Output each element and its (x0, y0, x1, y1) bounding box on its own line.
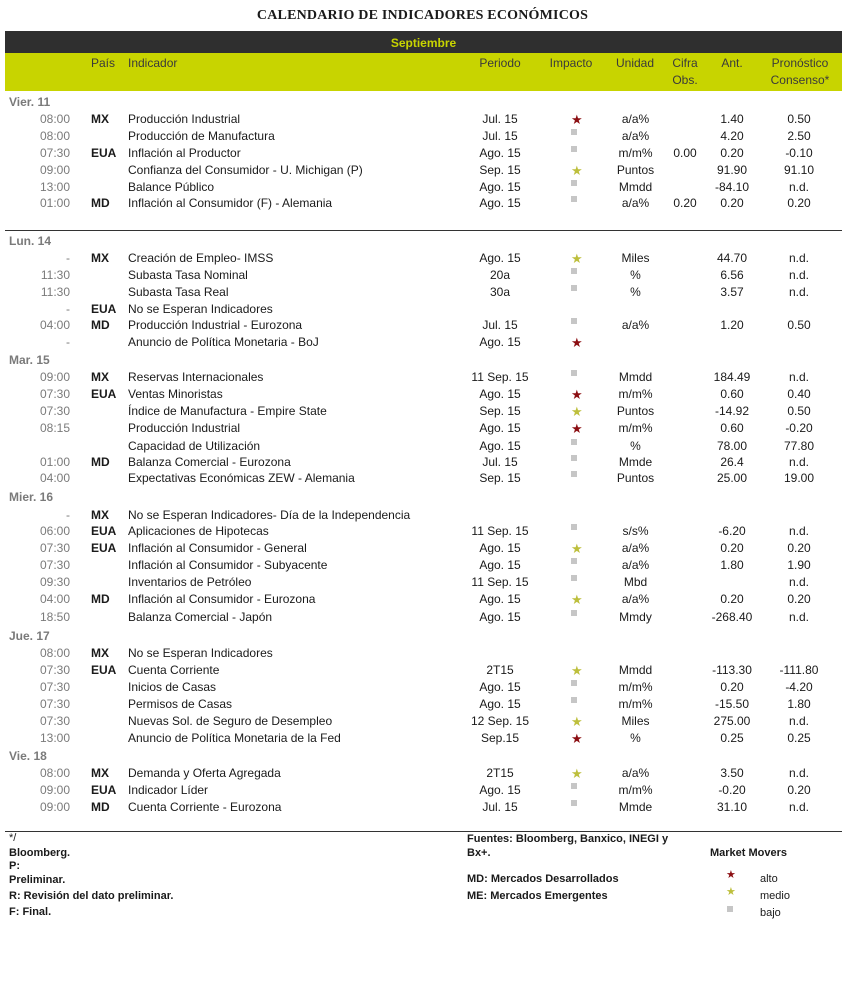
row-unit: Mmdd (618, 180, 653, 194)
day-label: Mier. 16 (9, 490, 54, 504)
row-period: Jul. 15 (482, 455, 518, 469)
row-ant: 0.60 (720, 387, 744, 401)
row-time: - (66, 302, 70, 316)
row-ant: -14.92 (714, 404, 750, 418)
row-unit: a/a% (621, 318, 650, 332)
row-pronostico: 77.80 (783, 439, 815, 453)
table-row: 07:30 EUA Cuenta Corriente 2T15 Mmdd -113.30 -111.80 ★ (0, 663, 845, 680)
day-label: Lun. 14 (9, 234, 52, 248)
row-country: EUA (91, 541, 117, 555)
row-unit: Mmdd (618, 370, 653, 384)
row-country: EUA (91, 387, 117, 401)
row-country: MD (91, 592, 110, 606)
row-period: Jul. 15 (482, 112, 518, 126)
row-indicator: Inventarios de Petróleo (128, 575, 252, 589)
row-period: Sep. 15 (479, 163, 521, 177)
row-indicator: Índice de Manufactura - Empire State (128, 404, 327, 418)
row-ant: 4.20 (720, 129, 744, 143)
row-pronostico: n.d. (788, 800, 809, 814)
row-indicator: Cuenta Corriente (128, 663, 220, 677)
row-ant: 26.4 (720, 455, 744, 469)
row-ant: 31.10 (716, 800, 748, 814)
row-unit: m/m% (618, 421, 653, 435)
row-time: 01:00 (39, 455, 70, 469)
row-indicator: Indicador Líder (128, 783, 209, 797)
row-indicator: Creación de Empleo- IMSS (128, 251, 274, 265)
row-indicator: Subasta Tasa Nominal (128, 268, 248, 282)
row-time: 09:00 (39, 370, 70, 384)
row-ant: 0.20 (720, 592, 744, 606)
row-pronostico: n.d. (788, 180, 809, 194)
row-ant: 3.57 (720, 285, 744, 299)
footer-fuentes: Fuentes: Bloomberg, Banxico, INEGI y (467, 833, 669, 845)
row-unit: a/a% (621, 196, 650, 210)
table-row (0, 318, 845, 335)
row-period: Ago. 15 (479, 251, 521, 265)
row-country: MX (91, 766, 109, 780)
row-period: Ago. 15 (479, 335, 521, 349)
row-unit: a/a% (621, 592, 650, 606)
row-country: EUA (91, 663, 117, 677)
row-time: 07:30 (39, 558, 70, 572)
row-unit: % (630, 439, 641, 453)
footer-me: ME: Mercados Emergentes (467, 890, 608, 902)
row-pronostico: 91.10 (783, 163, 815, 177)
day-label: Vie. 18 (9, 749, 47, 763)
row-ant: -15.50 (714, 697, 750, 711)
row-period: Ago. 15 (479, 592, 521, 606)
row-pronostico: 0.25 (787, 731, 811, 745)
row-pronostico: 0.50 (787, 112, 811, 126)
row-ant: -0.20 (718, 783, 746, 797)
table-row (0, 129, 845, 146)
table-row (0, 800, 845, 817)
row-pronostico: 0.20 (787, 592, 811, 606)
row-period: Ago. 15 (479, 783, 521, 797)
row-time: 07:30 (39, 404, 70, 418)
row-indicator: Balanza Comercial - Japón (128, 610, 273, 624)
footer-md: MD: Mercados Desarrollados (467, 873, 619, 885)
table-row (0, 471, 845, 488)
row-pronostico: 2.50 (787, 129, 811, 143)
row-unit: a/a% (621, 112, 650, 126)
square-bajo-icon (727, 903, 733, 915)
row-unit: a/a% (621, 766, 650, 780)
row-pronostico: 0.20 (787, 196, 811, 210)
row-ant: 0.25 (720, 731, 744, 745)
row-ant: 0.20 (720, 146, 744, 160)
row-time: 09:00 (39, 163, 70, 177)
row-country: MX (91, 251, 109, 265)
row-ant: 0.20 (720, 541, 744, 555)
row-time: 11:30 (40, 285, 70, 299)
row-period: 30a (489, 285, 511, 299)
row-period: 2T15 (486, 766, 514, 780)
row-indicator: No se Esperan Indicadores (128, 302, 273, 316)
row-period: Ago. 15 (479, 697, 521, 711)
row-indicator: Anuncio de Política Monetaria de la Fed (128, 731, 341, 745)
header-periodo: Periodo (479, 56, 521, 70)
row-pronostico: 0.20 (787, 783, 811, 797)
row-unit: Mmde (618, 800, 653, 814)
star-alto-icon: ★ (726, 869, 736, 881)
row-ant: 78.00 (716, 439, 748, 453)
footer-note-bloomberg: Bloomberg. (9, 847, 71, 859)
row-cifra: 0.00 (673, 146, 697, 160)
row-time: 08:00 (39, 646, 70, 660)
table-row: 07:30 EUA Ventas Minoristas Ago. 15 m/m% 0.60 0.40 ★ (0, 387, 845, 404)
row-period: Ago. 15 (479, 196, 521, 210)
row-time: 07:30 (39, 387, 70, 401)
table-row: 08:15 Producción Industrial Ago. 15 m/m% 0.60 -0.20 ★ (0, 421, 845, 438)
row-period: 12 Sep. 15 (470, 714, 530, 728)
day-row (0, 749, 845, 766)
row-time: 09:30 (39, 575, 70, 589)
row-pronostico: 0.20 (787, 541, 811, 555)
row-indicator: No se Esperan Indicadores- Día de la Independencia (128, 508, 411, 522)
row-ant: 6.56 (720, 268, 744, 282)
header-unidad: Unidad (615, 56, 655, 70)
row-unit: Puntos (616, 404, 655, 418)
row-unit: a/a% (621, 129, 650, 143)
row-unit: Miles (621, 251, 650, 265)
row-unit: Mmde (618, 455, 653, 469)
table-row (0, 285, 845, 302)
table-row (0, 575, 845, 592)
row-pronostico: n.d. (788, 766, 809, 780)
row-country: MX (91, 370, 109, 384)
row-period: Ago. 15 (479, 180, 521, 194)
row-ant: 0.20 (720, 196, 744, 210)
row-time: 08:00 (39, 112, 70, 126)
row-period: Jul. 15 (482, 129, 518, 143)
row-pronostico: n.d. (788, 455, 809, 469)
header-pronostico: Pronóstico (771, 56, 829, 70)
row-unit: s/s% (622, 524, 649, 538)
row-unit: m/m% (618, 697, 653, 711)
row-pronostico: 0.40 (787, 387, 811, 401)
month-label: Septiembre (390, 36, 457, 50)
row-ant: 1.20 (720, 318, 744, 332)
day-label: Mar. 15 (9, 353, 50, 367)
row-indicator: Ventas Minoristas (128, 387, 223, 401)
row-unit: % (630, 268, 641, 282)
row-time: 13:00 (39, 731, 70, 745)
row-cifra: 0.20 (673, 196, 697, 210)
row-ant: 3.50 (720, 766, 744, 780)
row-country: MX (91, 112, 109, 126)
row-time: 07:30 (39, 714, 70, 728)
table-row (0, 646, 845, 663)
row-indicator: Producción Industrial (128, 112, 241, 126)
row-country: MD (91, 318, 110, 332)
table-row: 09:00 Confianza del Consumidor - U. Michigan (P) Sep. 15 Puntos 91.90 91.10 ★ (0, 163, 845, 180)
header-ant: Ant. (721, 56, 743, 70)
legend-bajo: bajo (760, 907, 781, 919)
day-row (0, 490, 845, 507)
row-time: 01:00 (39, 196, 70, 210)
row-ant: -6.20 (718, 524, 746, 538)
table-row (0, 697, 845, 714)
header-indicador: Indicador (128, 56, 178, 70)
table-row (0, 196, 845, 213)
row-period: Jul. 15 (482, 318, 518, 332)
row-time: 08:15 (39, 421, 70, 435)
row-unit: Mmdy (619, 610, 652, 624)
row-pronostico: -111.80 (779, 663, 819, 677)
row-time: - (66, 251, 70, 265)
row-indicator: Balance Público (128, 180, 215, 194)
table-row: 13:00 Anuncio de Política Monetaria de la Fed Sep.15 % 0.25 0.25 ★ (0, 731, 845, 748)
row-time: 07:30 (39, 541, 70, 555)
row-indicator: Inflación al Consumidor (F) - Alemania (128, 196, 333, 210)
table-row (0, 610, 845, 627)
row-time: 18:50 (39, 610, 70, 624)
row-indicator: Inflación al Productor (128, 146, 241, 160)
header-consenso: Consenso* (770, 73, 830, 87)
row-period: Sep. 15 (479, 471, 521, 485)
row-time: 08:00 (39, 129, 70, 143)
footer-fuentes-bx: Bx+. (467, 847, 491, 859)
row-pronostico: n.d. (788, 524, 809, 538)
row-indicator: Capacidad de Utilización (128, 439, 261, 453)
table-row: 07:30 Índice de Manufactura - Empire State Sep. 15 Puntos -14.92 0.50 ★ (0, 404, 845, 421)
row-indicator: Inflación al Consumidor - General (128, 541, 307, 555)
row-ant: -113.30 (712, 663, 752, 677)
row-time: 09:00 (39, 783, 70, 797)
footer-note-revision: R: Revisión del dato preliminar. (9, 890, 174, 902)
row-pronostico: 1.80 (787, 697, 811, 711)
row-period: Jul. 15 (482, 800, 518, 814)
row-time: 07:30 (39, 663, 70, 677)
row-pronostico: -4.20 (785, 680, 813, 694)
table-row (0, 370, 845, 387)
row-period: 20a (489, 268, 511, 282)
table-row: - Anuncio de Política Monetaria - BoJ Ago. 15 ★ (0, 335, 845, 352)
row-pronostico: n.d. (788, 714, 809, 728)
row-unit: % (630, 731, 641, 745)
row-country: EUA (91, 146, 117, 160)
table-row (0, 302, 845, 319)
table-row: 08:00 MX Demanda y Oferta Agregada 2T15 a/a% 3.50 n.d. ★ (0, 766, 845, 783)
row-ant: -84.10 (714, 180, 750, 194)
row-period: Ago. 15 (479, 439, 521, 453)
day-row (0, 353, 845, 370)
row-pronostico: -0.20 (785, 421, 813, 435)
row-pronostico: n.d. (788, 268, 809, 282)
row-unit: Puntos (616, 471, 655, 485)
row-time: 04:00 (39, 592, 70, 606)
row-indicator: Subasta Tasa Real (128, 285, 229, 299)
table-row: 08:00 MX Producción Industrial Jul. 15 a/a% 1.40 0.50 ★ (0, 112, 845, 129)
row-ant: 0.20 (720, 680, 744, 694)
table-row (0, 558, 845, 575)
row-indicator: Reservas Internacionales (128, 370, 264, 384)
row-indicator: Producción de Manufactura (128, 129, 275, 143)
row-period: Ago. 15 (479, 558, 521, 572)
row-period: Ago. 15 (479, 610, 521, 624)
row-pronostico: 1.90 (787, 558, 811, 572)
table-row (0, 146, 845, 163)
header-cifra: Cifra (672, 56, 698, 70)
day-label: Vier. 11 (9, 95, 51, 109)
row-country: EUA (91, 524, 117, 538)
row-unit: Mmdd (618, 663, 653, 677)
table-row (0, 783, 845, 800)
table-row: 07:30 EUA Inflación al Consumidor - General Ago. 15 a/a% 0.20 0.20 ★ (0, 541, 845, 558)
table-row: - MX Creación de Empleo- IMSS Ago. 15 Miles 44.70 n.d. ★ (0, 251, 845, 268)
row-country: MD (91, 196, 110, 210)
table-row (0, 439, 845, 456)
row-ant: 1.40 (720, 112, 744, 126)
row-indicator: Balanza Comercial - Eurozona (128, 455, 291, 469)
row-indicator: Inflación al Consumidor - Eurozona (128, 592, 316, 606)
day-row (0, 234, 845, 251)
row-time: 07:30 (39, 680, 70, 694)
section-divider (5, 230, 842, 231)
row-time: 07:30 (39, 146, 70, 160)
row-period: 2T15 (486, 663, 514, 677)
row-indicator: Producción Industrial - Eurozona (128, 318, 303, 332)
row-time: 07:30 (39, 697, 70, 711)
row-pronostico: n.d. (788, 575, 809, 589)
row-ant: 25.00 (716, 471, 748, 485)
row-time: 04:00 (39, 471, 70, 485)
day-label: Jue. 17 (9, 629, 50, 643)
day-row (0, 629, 845, 646)
row-unit: m/m% (618, 387, 653, 401)
row-period: Sep. 15 (479, 404, 521, 418)
row-time: - (66, 508, 70, 522)
row-time: 09:00 (39, 800, 70, 814)
row-country: EUA (91, 302, 117, 316)
day-row (0, 95, 845, 112)
row-pronostico: 19.00 (783, 471, 815, 485)
row-indicator: Confianza del Consumidor - U. Michigan (P) (128, 163, 363, 177)
row-indicator: Demanda y Oferta Agregada (128, 766, 281, 780)
row-period: Ago. 15 (479, 541, 521, 555)
page-title: CALENDARIO DE INDICADORES ECONÓMICOS (256, 8, 589, 23)
table-row (0, 680, 845, 697)
row-pronostico: n.d. (788, 610, 809, 624)
table-row: 07:30 Nuevas Sol. de Seguro de Desempleo 12 Sep. 15 Miles 275.00 n.d. ★ (0, 714, 845, 731)
row-period: Ago. 15 (479, 387, 521, 401)
row-pronostico: n.d. (788, 251, 809, 265)
row-indicator: Anuncio de Política Monetaria - BoJ (128, 335, 319, 349)
row-indicator: Inflación al Consumidor - Subyacente (128, 558, 328, 572)
row-time: - (66, 335, 70, 349)
table-row (0, 524, 845, 541)
row-time: 08:00 (39, 766, 70, 780)
row-country: MD (91, 455, 110, 469)
row-country: MX (91, 646, 109, 660)
header-cifra-obs: Obs. (672, 73, 698, 87)
footer-note-final: F: Final. (9, 906, 52, 918)
row-period: Sep.15 (480, 731, 520, 745)
row-indicator: Producción Industrial (128, 421, 241, 435)
row-indicator: No se Esperan Indicadores (128, 646, 273, 660)
row-country: EUA (91, 783, 117, 797)
row-pronostico: n.d. (788, 285, 809, 299)
row-time: 13:00 (39, 180, 70, 194)
row-pronostico: 0.50 (787, 404, 811, 418)
legend-alto: alto (760, 873, 778, 885)
legend-medio: medio (760, 890, 790, 902)
header-pais: País (91, 56, 116, 70)
row-indicator: Aplicaciones de Hipotecas (128, 524, 269, 538)
row-unit: m/m% (618, 680, 653, 694)
row-ant: 91.90 (716, 163, 748, 177)
row-time: 04:00 (39, 318, 70, 332)
row-unit: Puntos (616, 163, 655, 177)
row-pronostico: n.d. (788, 370, 809, 384)
row-pronostico: -0.10 (785, 146, 813, 160)
row-period: Ago. 15 (479, 146, 521, 160)
row-ant: -268.40 (711, 610, 753, 624)
row-ant: 184.49 (713, 370, 751, 384)
row-country: MX (91, 508, 109, 522)
row-country: MD (91, 800, 110, 814)
row-unit: m/m% (618, 146, 653, 160)
footer-note-preliminar: Preliminar. (9, 874, 66, 886)
footer-divider (5, 831, 842, 832)
row-ant: 275.00 (713, 714, 751, 728)
row-indicator: Cuenta Corriente - Eurozona (128, 800, 282, 814)
star-medio-icon: ★ (726, 886, 736, 898)
table-row (0, 180, 845, 197)
row-period: 11 Sep. 15 (471, 524, 529, 538)
row-period: Ago. 15 (479, 680, 521, 694)
footer-note-asterisk: */ (9, 832, 17, 844)
row-indicator: Permisos de Casas (128, 697, 233, 711)
row-period: Ago. 15 (479, 421, 521, 435)
row-unit: % (630, 285, 641, 299)
row-unit: a/a% (621, 558, 650, 572)
table-row (0, 508, 845, 525)
row-indicator: Nuevas Sol. de Seguro de Desempleo (128, 714, 333, 728)
row-unit: m/m% (618, 783, 653, 797)
table-row: 04:00 MD Inflación al Consumidor - Eurozona Ago. 15 a/a% 0.20 0.20 ★ (0, 592, 845, 609)
row-unit: Mbd (623, 575, 648, 589)
row-unit: a/a% (621, 541, 650, 555)
row-indicator: Expectativas Económicas ZEW - Alemania (128, 471, 355, 485)
row-period: 11 Sep. 15 (471, 575, 529, 589)
table-row (0, 268, 845, 285)
row-period: 11 Sep. 15 (471, 370, 529, 384)
row-time: 06:00 (39, 524, 70, 538)
table-row (0, 455, 845, 472)
row-unit: Miles (621, 714, 650, 728)
row-ant: 0.60 (720, 421, 744, 435)
legend-title: Market Movers (710, 847, 788, 859)
row-pronostico: 0.50 (787, 318, 811, 332)
row-ant: 1.80 (720, 558, 744, 572)
row-indicator: Inicios de Casas (128, 680, 217, 694)
row-ant: 44.70 (716, 251, 748, 265)
header-impacto: Impacto (549, 56, 593, 70)
footer-note-p: P: (9, 860, 20, 872)
row-time: 11:30 (40, 268, 70, 282)
